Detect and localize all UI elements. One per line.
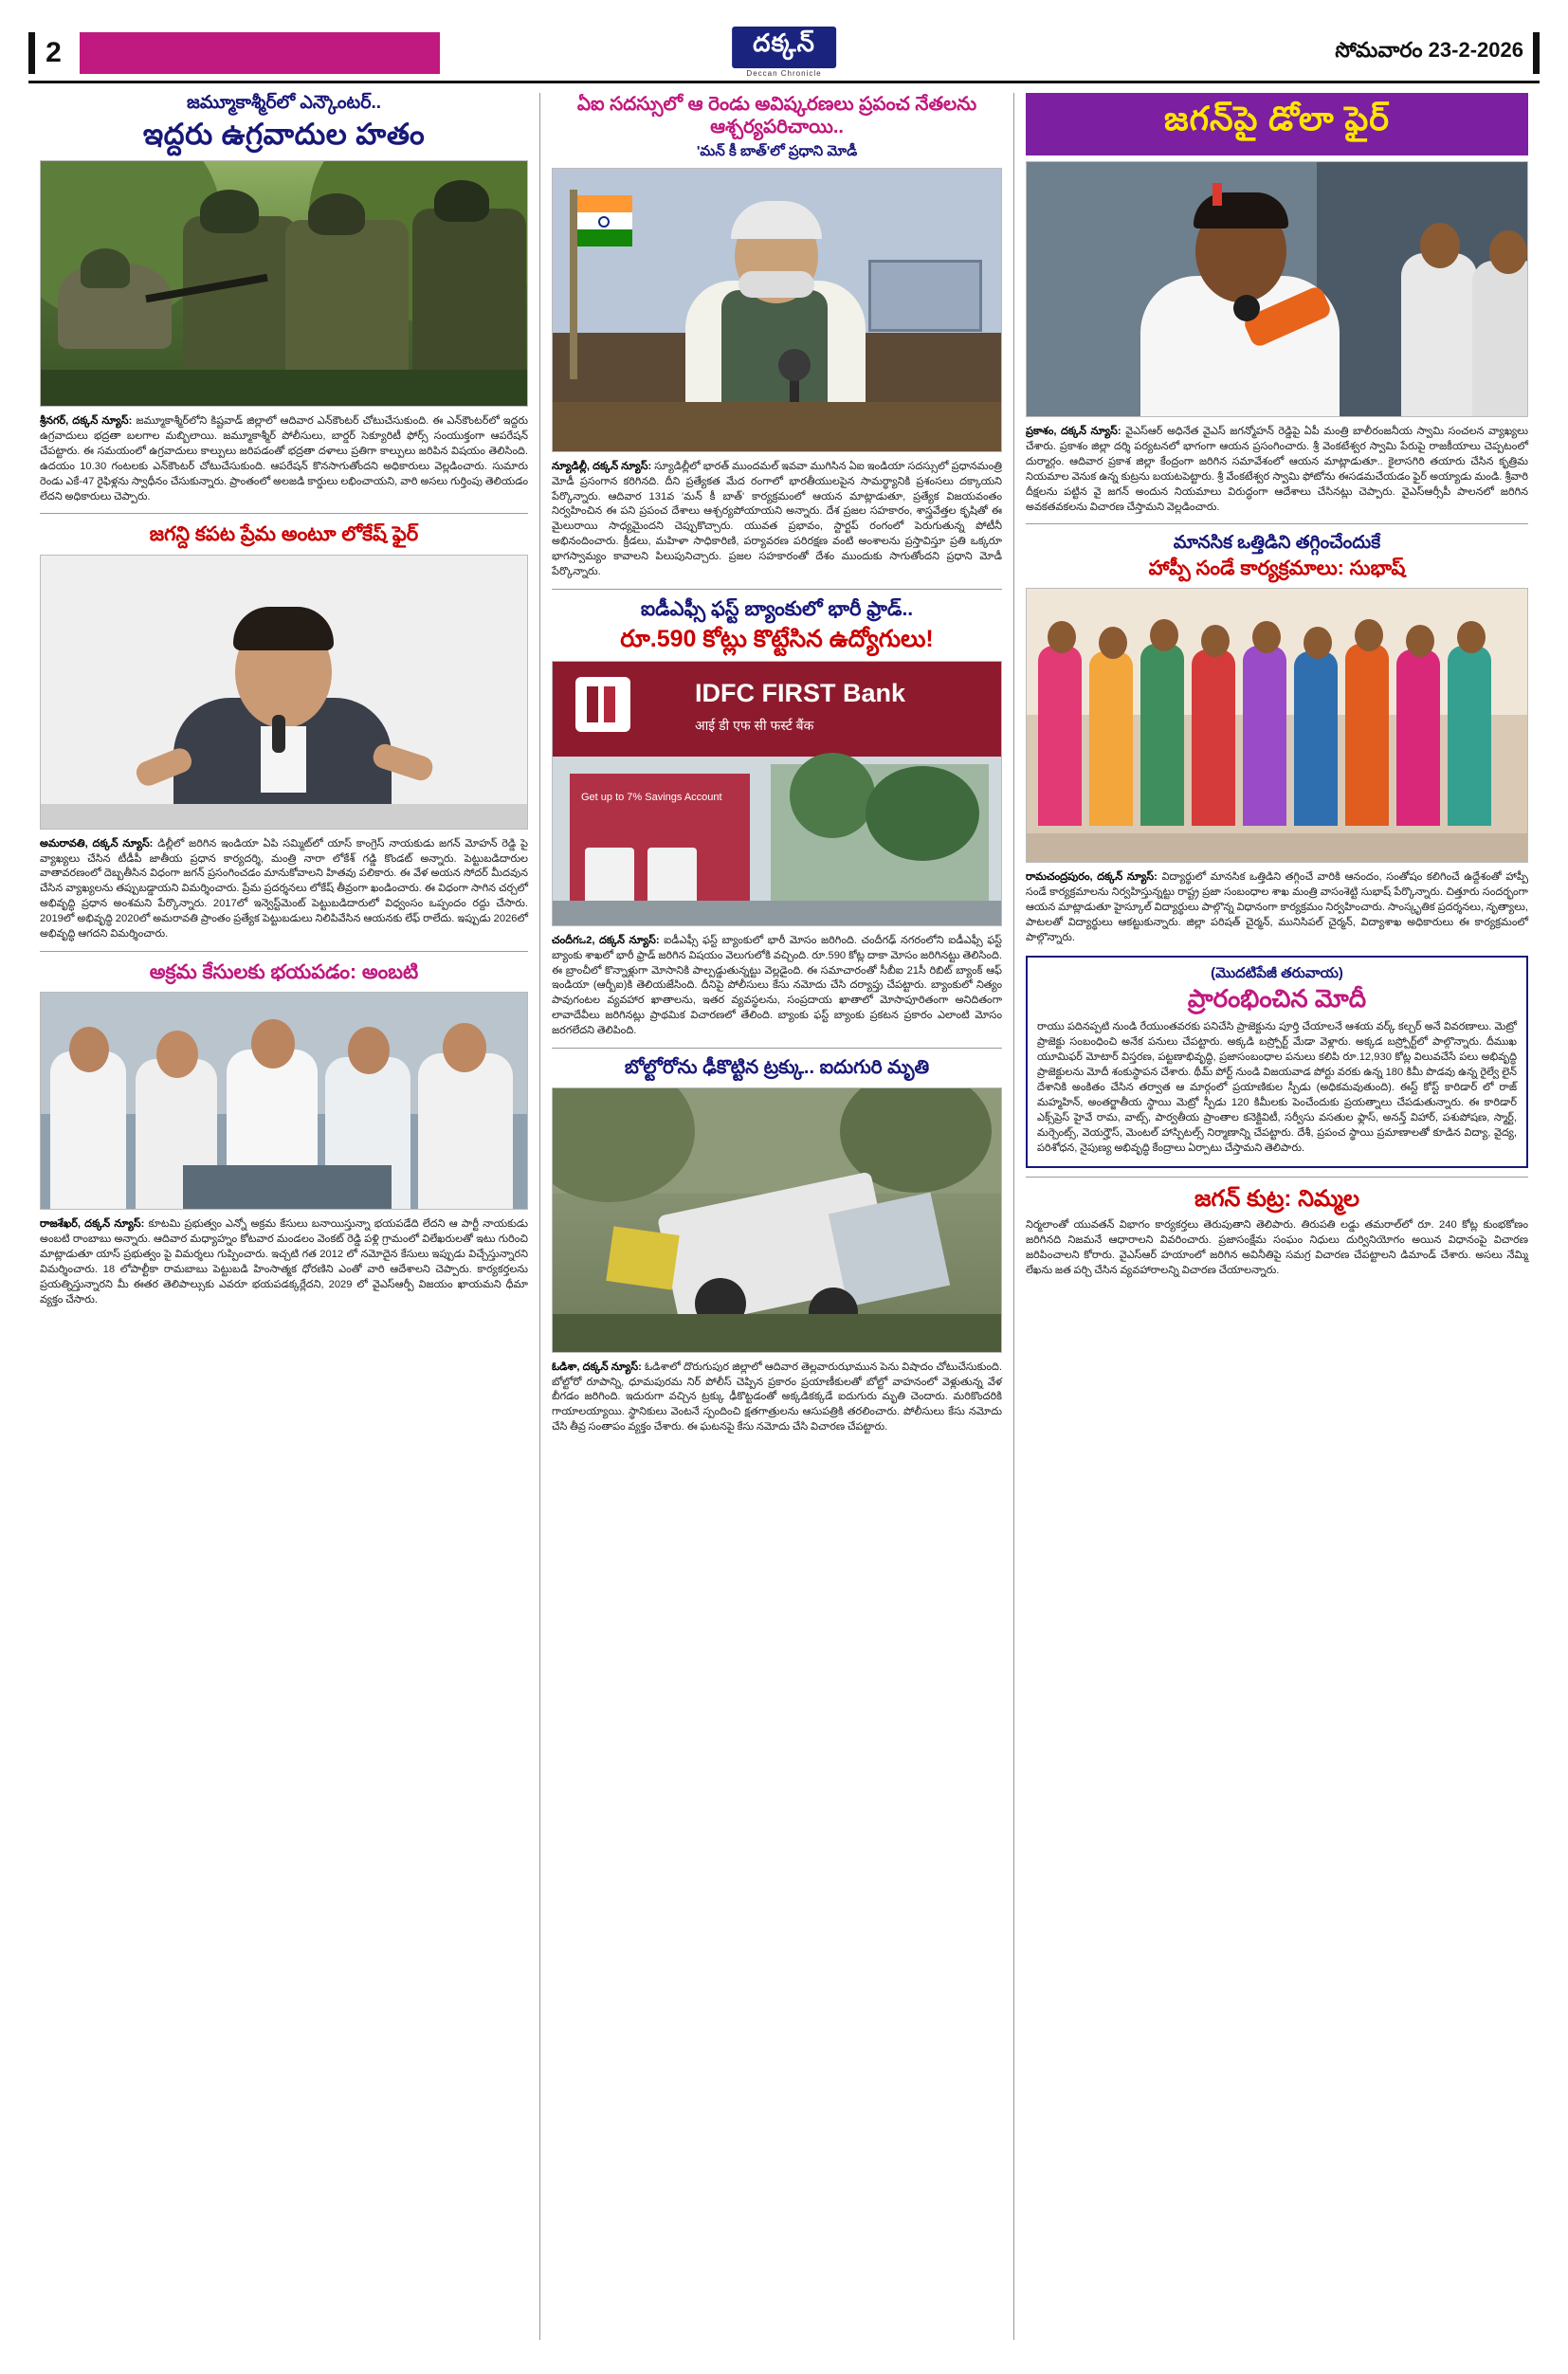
story-body: చందీగಒ2, దక్కన్ న్యూస్: ఐడీఎఫ్సీ ఫస్ట్ బ్యాంకులో భారీ మోసం జరిగింది. చందీగఢ్ నగరంలోని ఐడీఎఫ్సీ ఫస్ట్ బ్యాంకు శాఖలో భారీ ఫ్రాడ్ జరిగిన విషయం వెలుగులోకి వచ్చింది. రూ.590 కోట్ల దాకా మోసం జరిగినట్టు తెలిసింది. ఈ బ్రాంచీలో కొన్నాళ్లుగా మోసానికి పాల్పడ్డుతున్నట్టు వెల్లడైంది. ఈ సమాచారంతో సీబీఐ 21సీ రిబిట్ బ్యాంక్ ఆఫ్ ఇండియా (ఆర్బీఐ)కి తెలియజేసింది. దీనిపై పోలీసులు కేసు నమోదు చేసి దర్యాప్తు చేపట్టారు. బ్యాంకులో నిత్యం పావుగంటల వ్యవహార ఖాతాలను, ఇతర వ్యవస్థలను, సంప్రదాయ ఖాతాలో మోసాపూరితంగా అనిదితంగా లావాదేవీలు జరిగినట్లు ప్రాథమిక విచారణలో తేలింది. బ్యాంకు ఫస్ట్ బ్యాంకు ప్రకటన ప్రకారం ఎలాంటి మోసం జరగలేదని తెలిపింది. xyxy=(552,934,1002,1037)
story-headline: ఐడీఎఫ్సీ ఫస్ట్ బ్యాంకులో భారీ ఫ్రాడ్.. xyxy=(640,597,914,620)
story-body: అమరావతి, దక్కన్ న్యూస్: డిల్లీలో జరిగిన ఇండియా ఏపి సమ్మిట్‌లో యాస్ కాంగ్రెస్ నాయకుడు జగన్ మోహన్ రెడ్డి పై వ్యాఖ్యలు చేసిన టీడీపీ జాతీయ ప్రధాన కార్యదర్శి, మంత్రి నారా లోకేశ్ గడ్డి కొండట్ అన్నారు. పెట్టుబడిదారుల వాతావరణంలో దెబ్బతీసిన విధంగా జగన్ ప్రసంగించడం మానుకోవాలని హితవు పలికారు. ఈ వేళ అయన సోదర్ మీదవున చేసిన వ్యాఖ్యలను తప్పుబడ్డాయని విమర్శించారు. ప్రేమ ప్రదర్శనలు లోకేష్ తీవ్రంగా ఖండించారు. ఈ విధంగా సాగిన చర్చలో అభివృద్ధి ప్రధాన అంశమని పేర్కొన్నారు. 2017లో ఇన్వెస్ట్‌మెంట్ పెట్టుబడిదారులో విధ్వంసం ఒప్పందం రద్దు చేసారు. 2019లో అభివృద్ధి 2020లో అమరావతి ప్రాంతం ప్రత్యేక పెట్టుబడులు నిలిపివేసిన ఆయనకు లేఫ్ రాలేదు. ఇప్పుడు 2026లో అభివృద్ధి ఆగదని విమర్శించారు. xyxy=(40,837,528,940)
page-number: 2 xyxy=(28,32,72,74)
dola-sri-bala-veeranjaneya-swamy-speech-photo xyxy=(1026,161,1528,417)
story-truck-accident xyxy=(552,1057,1002,1435)
story-kicker: జమ్మూకాశ్మీర్‌లో ఎన్కౌంటర్.. xyxy=(186,93,382,113)
story-headline: జగన్ కుట్ర: నిమ్మల xyxy=(1194,1185,1359,1212)
story-headline: బోల్టోరోను ఢీకొట్టిన ట్రక్కు.. ఐదుగురి మృతి xyxy=(624,1057,930,1079)
page-columns xyxy=(28,93,1540,2340)
story-body: న్యూడిల్లీ, దక్కన్ న్యూస్: స్యూడిల్లీలో భారత్ ముందమల్ ఇవవా ముగిసిన ఏఐ ఇండియా సదస్సులో ప్రధానమంత్రి మోడీ ప్రసంగాన కరిగినది. దీని ప్రత్యేకత మేద రంగాలో భారతీయులపైన సామర్థ్యానికి ప్రశంసలు దక్కాయని పేర్కొన్నారు. ఆదివార 131వ 'మన్ కీ బాత్' కార్యక్రమంలో ఆయన మాట్లాడుతూ, ప్రత్యేక విజయవంతం నిర్వహించిన ఈ పని ప్రపంచ దేశాలు ఆశ్చర్యపోయాయని అన్నారు. దేశ ప్రజల సహకారం, శాస్త్రవేత్తల కృషితో ఈ మైలురాయి సాధ్యమైందని చెప్పుకొచ్చారు. యువత ప్రభావం, స్టార్టప్ రంగంలో పెరుగుతున్న పోటీనీ అభినందించారు. క్రీడలు, మహిళా సాధికారిణి, పర్యావరణ పరిరక్షణ వంటి అంశాలను ప్రస్తావిస్తూ ప్రతి ఒక్కరూ భాగస్వామ్యం కావాలని పిలుపునిచ్చారు. ప్రజల సహకారంతో దేశం ముందుకు సాగుతోందని ప్రధాని మోడీ పేర్కొన్నారు. xyxy=(552,460,1002,578)
story-happy-sunday xyxy=(1026,533,1528,945)
story-headline: ఇద్దరు ఉగ్రవాదుల హతం xyxy=(142,118,426,152)
story-jagan-kutra xyxy=(1026,1186,1528,1279)
story-pretitle: (మొదటిపేజీ తరువాయ) xyxy=(1211,964,1343,981)
story-modi-mann-ki-baat xyxy=(552,93,1002,580)
story-lokesh xyxy=(40,522,528,942)
story-body: రాజశేఖర్, దక్కన్ న్యూస్: కూటమి ప్రభుత్వం ఎన్నో అక్రమ కేసులు బనాయిస్తున్నా భయపడేది లేదని ఆ పార్టీ నాయకుడు అంబటి రాంబాబు అన్నారు. ఆదివార మధ్యాహ్నం కోటవార మండలం వెంకట్ రెడ్డి పళ్లి గ్రామంలో విలేఖరులతో ఇటు గురించి మాట్లాడుతూ యాస్ ప్రభుత్వం పై విమర్శలు గుప్పించారు. ఇచ్చటి గత 2012 లో నమోదైన కేసులు ఇప్పుడు విచ్చేస్తున్నారని విమర్శించారు. 18 లోపాల్టీకా రామబాబు పెట్టుబడి హింసాత్మక ధోరణిని ఎంతో వారి ఆదేశాలని చెప్పారు. కార్యకర్తలను ప్రయత్నిస్తున్నారని మీ ఈతర తెలిపాల్సుకు ఎవరూ భయపడక్కర్లేదని, 2029 లో వైఎస్ఆర్పీ విజయం ఖాయమని ధీమా వ్యక్తం చేసారు. xyxy=(40,1218,528,1306)
story-headline: అక్రమ కేసులకు భయపడం: అంబటి xyxy=(149,960,419,983)
cultural-program-group-photo xyxy=(1026,588,1528,863)
story-body: రామచంద్రపురం, దక్కన్ న్యూస్: విద్యార్థులో మానసిక ఒత్తిడిని తగ్గించే వారికి ఆనందం, సంతోషం కలిగించే ఉద్దేశంతో హాప్పీ సండే కార్యక్రమాలను నిర్వహిస్తున్నట్టు రాష్ట్ర ప్రజా సంబంధాల శాఖ మంత్రి వాసంశెట్టి సుభాష్ పేర్కొన్నారు. చిత్తూరు సందర్భంగా ఆయన మాట్లాడుతూ హైస్కూల్ విద్యార్థులు పాల్గొన్న విధానంగా కార్యక్రమం నిర్వహించారు. సాంస్కృతిక ప్రదర్శనలు, నృత్యాలు, పాటలతో విద్యార్థులు ఆకట్టుకున్నారు. జిల్లా పరిషత్ చైర్మన్, మునిసిపల్ చైర్మన్, విద్యాశాఖ అధికారులు ఈ కార్యక్రమంలో పాల్గొన్నారు. xyxy=(1026,871,1528,943)
lead-banner-headline xyxy=(1026,93,1528,155)
story-encounter xyxy=(40,93,528,504)
banner-text: జగన్‌పై డోలా ఫైర్ xyxy=(1163,100,1390,137)
idfc-first-bank-branch-photo xyxy=(552,661,1002,926)
security-forces-encounter-photo xyxy=(40,160,528,407)
masthead xyxy=(28,25,1540,83)
newspaper-logo xyxy=(732,27,836,78)
bank-name-hindi-label: आई डी एफ सी फर्स्ट बैंक xyxy=(695,717,814,733)
column-3 xyxy=(1014,93,1540,2340)
story-headline-line2: హాప్పీ సండే కార్యక్రమాలు: సుభాష్ xyxy=(1148,557,1406,579)
story-ambati xyxy=(40,960,528,1308)
press-meet-leaders-photo xyxy=(40,992,528,1210)
story-headline-line1: మానసిక ఒత్తిడిని తగ్గించేందుకే xyxy=(1173,533,1381,554)
story-subhead: 'మన్ కీ బాత్'లో ప్రధాని మోడీ xyxy=(696,143,858,159)
bank-name-label: IDFC FIRST Bank xyxy=(695,678,906,707)
bank-promo-text: Get up to 7% Savings Account xyxy=(581,791,722,803)
story-headline: జగన్ది కపట ప్రేమ అంటూ లోకేష్ ఫైర్ xyxy=(149,523,419,546)
story-headline: ఏఐ సదస్సులో ఆ రెండు అవిష్కరణలు ప్రపంచ నేతలను ఆశ్చర్యపరిచాయి.. xyxy=(576,94,977,137)
story-body: ఓడిశా, దక్కన్ న్యూస్: ఓడిశాలో దొరుగుపుర జిల్లాలో ఆదివార తెల్లవారుఝామున పెను విషాదం చోటుచేసుకుంది. బోల్టోరో రూపాన్ని, ధూమపురమ నిర్ పోలీస్ చెప్పిన ప్రకారం ప్రయాణీకులతో బోల్టో వాహనంలో వెళ్లుతున్న వేళ బీగడం జరిగింది. ఇదురుగా వచ్చిన ట్రక్కు ఢీకొట్టడంతో అక్కడికక్కడే ఐదుగురు మృతి చెందారు. మరికొందరికి గాయాలయ్యాయి. స్థానికులు వెంటనే స్పందించి క్షతగాత్రులను ఆసుపత్రికి తరలించారు. పోలీసులు కేసు నమోదు చేసి తీవ్ర సంతాపం వ్యక్తం చేశారు. ఈ ఘటనపై కేసు నమోదు చేసి విచారణ చేపట్టారు. xyxy=(552,1360,1003,1434)
lokesh-speech-photo xyxy=(40,555,528,830)
column-1 xyxy=(28,93,540,2340)
story-body: ప్రకాశం, దక్కన్ న్యూస్: వైఎస్ఆర్ అధినేత వైఎస్ జగన్మోహన్ రెడ్డిపై ఏపీ మంత్రి బాలీరంజనీయ స్వామి సంచలన వ్యాఖ్యలు చేశారు. ప్రకాశం జిల్లా దర్శి పర్యటనలో భాగంగా ఆయన ప్రసంగించారు. శ్రీ వెంకటేశ్వర స్వామి పేరుపై రాజకీయాలు చెప్పటంలో దుర్మార్గం. ఆదివార ప్రకాశ జిల్లా కేంద్రంగా జరిగిన సమావేశంలో ఆయన మాట్లాడుతూ.. కైలాసగిరి తయారు చేసిన కృత్రిమ నియమాల వెనుక ఉన్న కుట్రను బయటపెట్టారు. శ్రీ వేంకటేశ్వర స్వామి ఫోటోను ఈసడమచేయడం ఫైర్ అయ్యాడు మండి. శ్రీవారి దీక్షలను పట్టిన వై జగన్ అందున నియమాలు విరుద్ధంగా ఆదేశాలు చేసినట్లు చెప్పారు. వైఎస్ఆర్సీపీ పాలనలో జరిగిన అవకతవకలను విచారణ చేస్తామని వెల్లడించారు. xyxy=(1026,426,1528,513)
masthead-color-bar xyxy=(80,32,440,74)
story-body: నిర్మలాంతో యువతన్ విభాగం కార్యకర్తలు తెరుపుతాని తెలిపారు. తిరుపతి లడ్డు తమరాల్‌లో రూ. 240 కోట్ల కుంభకోణం జరిగినది నిజమనే ఆధారాలని వివరించారు. ప్రజాసంక్షేమ సంఘం నిధులు దుర్వినియోగం అయిన విధానంపై విచారణ జరిపించాలని కోరారు. వైఎస్ఆర్ హయాంలో జరిగిన అవినీతిపై సమగ్ర విచారణ చేపట్టాలని డిమాండ్ చేశారు. అసలు నేమ్మి లేఖను జత పర్చి చేసిన వ్యవహారాలన్ని విచారణ చేయాలన్నారు. xyxy=(1026,1219,1528,1277)
logo-subtext: Deccan Chronicle xyxy=(746,69,822,78)
story-headline: ప్రారంభించిన మోదీ xyxy=(1187,984,1367,1014)
story-idfc-fraud xyxy=(552,598,1002,1039)
column-2 xyxy=(540,93,1014,2340)
pm-modi-mann-ki-baat-photo xyxy=(552,168,1002,452)
truck-accident-overturned-photo xyxy=(552,1087,1002,1353)
story-body: రాయు పదినప్పటి నుండి రేయుంతవరకు పనిచేసి ప్రాజెక్టును పూర్తి చేయాలనే ఆశయ వర్క్ కల్చర్ అనే వివరణాలు. మెట్రో ప్రాజెక్టు సంబంధించి అనేక పనులు చేపట్టారు. అక్కడి బస్ర్పోర్ట్ మేడా వెళ్లారు. అక్కడ బస్ర్పోర్ట్‌లో పాల్గొన్నారు. దీముఖ యూమిఫర్ మోటార్ విస్తరణ, పట్టణాభివృద్ధి, ప్రజాసంబంధాల పనులు కలిపి రూ.12,930 కోట్ల విలువచేసే పలు అభివృద్ధి ప్రాజెక్టులను మోదీ శంకుస్థాపన చేశారు. థీమ్ పోర్ట్ నుండి విజయవాడ పోర్టు వరకు ఉన్న 180 కిమీ పొడవు ఉన్న రైల్వే లైన్ దేశానికి అంకితం చేసిన తర్వాత ఆ మార్గంలో ప్రయాణికుల స్పీడు (అధికమవుతుంది). ఈస్ట్ కోస్ట్ కారిడార్ లో రాజ్ మహ్మహిన్, అంతర్జాతీయ స్థాయి మెట్రో స్పీడు 120 కిమీలకు పెంచేందుకు ప్రయత్నాలు చేపడుతున్నారు. ఈ కారిడార్ ఎక్స్‌ప్రెస్ హైవే రామ, వాట్స్, పార్వతీయ ప్రాంతాల కనెక్టివిటీ, సర్వీసు వసతుల ఫ్లాస్, అనన్త్ విహార్, పశుపోషణ, స్మార్ట్, మర్చెంట్స్, వెయర్హౌస్, మెంటల్ హాస్పిటల్స్ నిర్మాణాన్ని చేపట్టారు. దేశీ, ప్రపంచ స్థాయి ప్రమాణాలతో కూడిన విద్యా, వైద్య, పరిశోధన, నైపుణ్య అభివృద్ధి కేంద్రాలు ఏర్పాటు చేస్తామని తెలిపారు. xyxy=(1037,1021,1517,1154)
logo-text: దక్కన్ xyxy=(732,27,836,68)
story-dola-fire xyxy=(1026,161,1528,515)
story-body: శ్రీనగర్, దక్కన్ న్యూస్: జమ్మూకాశ్మీర్‌లోని కిష్టవాడ్ జిల్లాలో ఆదివార ఎన్‌కౌంటర్ చోటుచేసుకుంది. ఈ ఎన్‌కౌంటర్‌లో ఇద్దరు ఉగ్రవాదులు భద్రతా బలగాల మబ్బిలాయి. జమ్మూకాశ్మీర్ పోలీసులు, బార్డర్ సెక్యూరిటీ ఫోర్స్ సంయుక్తంగా ఆపరేషన్ చేపట్టారు. ఈ సమయంలో ఉగ్రవాదులు కాల్పులు జరిపడంతో భద్రతా దళాలు ప్రతిగా కాల్పులు జరిపిన విషయం తెలిసింది. ఉదయం 10.30 గంటలకు ఎన్‌కౌంటర్ చోటుచేసుకుంది. ఆపరేషన్ కొనసాగుతోందని అధికారులు వెల్లడించారు. సుమారు రెండు ఎకే-47 రైఫిళ్లను స్వాధీనం చేసుకున్నారు. ప్రాంతంలో అలజడి కార్డులు లభించాయని, వారి అసలు గుర్తింపు తెలియడం లేదని అధికారులు చెప్పారు. xyxy=(40,414,528,502)
edition-date: సోమవారం 23-2-2026 xyxy=(1335,32,1540,74)
story-headline-amount: రూ.590 కోట్లు కొట్టేసిన ఉద్యోగులు! xyxy=(620,625,934,652)
story-modi-continued xyxy=(1026,956,1528,1168)
